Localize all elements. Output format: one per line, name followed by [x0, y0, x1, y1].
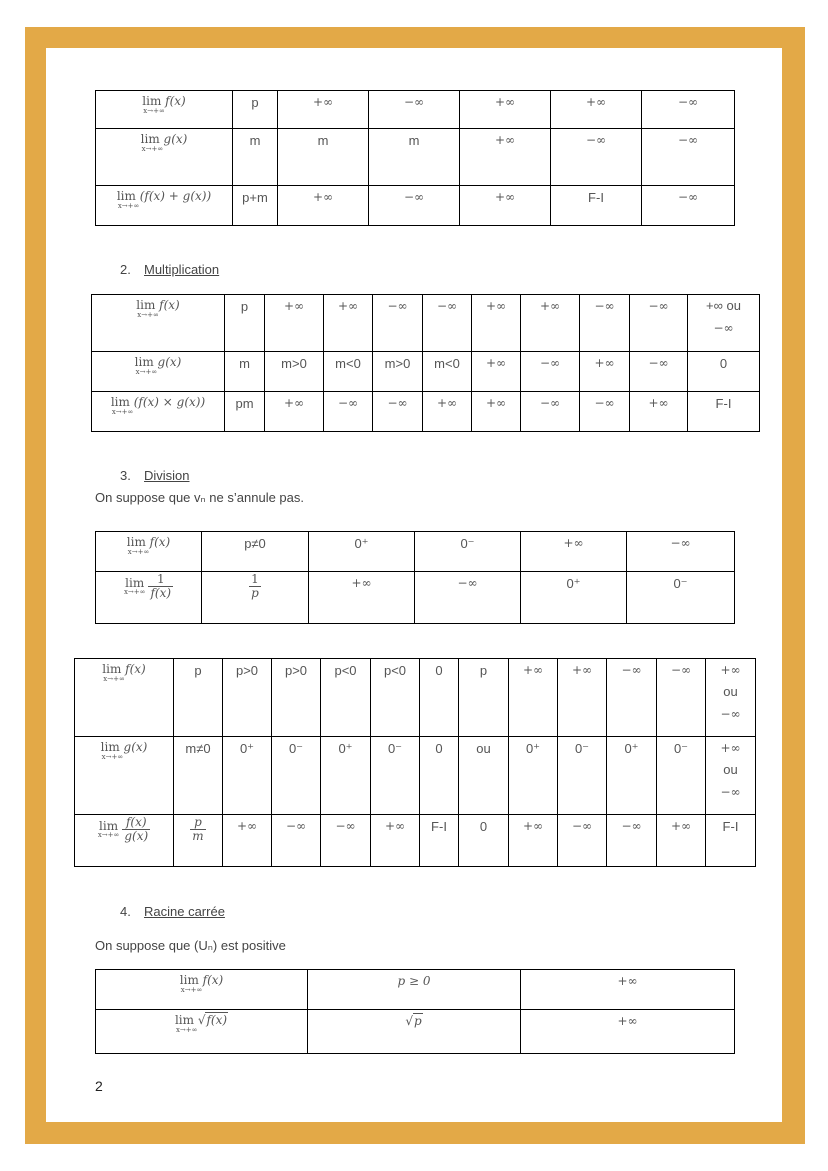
lim-inverse-label: lim x→+∞ $\frac{1}{f(x)}$	[96, 572, 202, 624]
cell: −∞	[642, 91, 735, 129]
cell-sqrt-p: √p	[308, 1010, 521, 1054]
section-number: 3.	[120, 468, 131, 483]
cell: +∞	[324, 295, 373, 352]
cell-line: +∞	[720, 663, 741, 677]
table-row	[75, 815, 756, 867]
cell-line: +∞ ou	[706, 298, 741, 313]
cell: −∞	[369, 186, 460, 226]
cell: −∞	[521, 352, 580, 392]
cell: 0⁺	[509, 737, 558, 815]
cell: +∞	[278, 91, 369, 129]
cell: F-I	[420, 815, 459, 867]
cell: −∞	[630, 352, 688, 392]
section-title: Multiplication	[144, 262, 220, 277]
cell: m	[225, 352, 265, 392]
lim-sqrt-label: lim √f(x) x→+∞	[96, 1010, 308, 1054]
cell: p	[174, 659, 223, 737]
cell: +∞	[460, 186, 551, 226]
cell: 0	[420, 737, 459, 815]
cell: −∞	[369, 91, 460, 129]
lim-quotient-label: lim x→+∞ $\frac{f(x)}{g(x)}$	[75, 815, 174, 867]
table-row	[96, 572, 735, 624]
lim-g-label: lim g(x) x→+∞	[75, 737, 174, 815]
cell: m	[278, 129, 369, 186]
lim-f-label: lim f(x) x→+∞	[92, 295, 225, 352]
cell: F-I	[706, 815, 756, 867]
cell: m<0	[423, 352, 472, 392]
cell: +∞	[509, 659, 558, 737]
table-row	[96, 129, 735, 186]
cell-p-over-m: $\frac{p}{m}$	[174, 815, 223, 867]
cell: −∞	[657, 659, 706, 737]
lim-product-label: lim (f(x) × g(x)) x→+∞	[92, 392, 225, 432]
lim-g-label: lim g(x) x→+∞	[92, 352, 225, 392]
cell: −∞	[630, 295, 688, 352]
table-inverse	[95, 531, 735, 624]
cell	[706, 737, 756, 815]
lim-sum-label: lim (f(x) + g(x)) x→+∞	[96, 186, 233, 226]
cell-line: ou	[723, 762, 738, 777]
cell: +∞	[460, 91, 551, 129]
table-row	[92, 352, 760, 392]
cell: −∞	[580, 295, 630, 352]
cell: 0	[459, 815, 509, 867]
table-row	[96, 532, 735, 572]
cell: +∞	[551, 91, 642, 129]
cell: pm	[225, 392, 265, 432]
cell: p≠0	[202, 532, 309, 572]
cell: −∞	[373, 392, 423, 432]
lim-f-label: lim f(x) x→+∞	[96, 970, 308, 1010]
cell: p<0	[371, 659, 420, 737]
cell: p>0	[272, 659, 321, 737]
cell: m>0	[265, 352, 324, 392]
cell: −∞	[642, 129, 735, 186]
cell-line: −∞	[720, 707, 741, 721]
cell-line: ou	[723, 684, 738, 699]
section-number: 2.	[120, 262, 131, 277]
cell: +∞	[472, 352, 521, 392]
lim-f-label: lim f(x) x→+∞	[96, 91, 233, 129]
cell-line: +∞	[720, 741, 741, 755]
table-row	[92, 295, 760, 352]
division-note: On suppose que vₙ ne s’annule pas.	[95, 490, 304, 505]
table-multiplication	[91, 294, 760, 432]
cell: 0	[420, 659, 459, 737]
cell: −∞	[607, 659, 657, 737]
section-heading-division	[120, 468, 190, 483]
cell: +∞	[265, 392, 324, 432]
cell: −∞	[324, 392, 373, 432]
cell: m<0	[324, 352, 373, 392]
cell-one-over-p: $\frac{1}{p}$	[202, 572, 309, 624]
table-row	[75, 737, 756, 815]
cell: +∞	[371, 815, 420, 867]
lim-f-label: lim f(x) x→+∞	[96, 532, 202, 572]
cell: −∞	[642, 186, 735, 226]
cell-line: −∞	[720, 785, 741, 799]
cell: F-I	[551, 186, 642, 226]
table-row	[96, 186, 735, 226]
cell-line: −∞	[713, 321, 734, 335]
cell: −∞	[272, 815, 321, 867]
cell: m	[233, 129, 278, 186]
cell: m>0	[373, 352, 423, 392]
cell: +∞	[472, 392, 521, 432]
table-addition	[95, 90, 735, 226]
cell: +∞	[309, 572, 415, 624]
cell: p>0	[223, 659, 272, 737]
cell: 0⁻	[657, 737, 706, 815]
cell: 0⁻	[371, 737, 420, 815]
cell: −∞	[607, 815, 657, 867]
cell: −∞	[415, 572, 521, 624]
cell: +∞	[509, 815, 558, 867]
cell: −∞	[373, 295, 423, 352]
table-row	[75, 659, 756, 737]
table-row	[96, 1010, 735, 1054]
cell: −∞	[627, 532, 735, 572]
cell: 0⁻	[415, 532, 521, 572]
cell: −∞	[551, 129, 642, 186]
cell: 0⁺	[321, 737, 371, 815]
cell: −∞	[558, 815, 607, 867]
cell: p	[233, 91, 278, 129]
cell: +∞	[460, 129, 551, 186]
section-title: Racine carrée	[144, 904, 225, 919]
cell: p<0	[321, 659, 371, 737]
cell	[688, 295, 760, 352]
table-row	[96, 91, 735, 129]
cell: 0⁺	[607, 737, 657, 815]
table-row	[96, 970, 735, 1010]
section-heading-multiplication	[120, 262, 219, 277]
cell: 0⁻	[272, 737, 321, 815]
cell: −∞	[521, 392, 580, 432]
section-title: Division	[144, 468, 190, 483]
cell: 0⁺	[309, 532, 415, 572]
section-heading-racine	[120, 904, 225, 919]
cell: −∞	[423, 295, 472, 352]
cell: p	[225, 295, 265, 352]
cell: 0⁻	[558, 737, 607, 815]
lim-f-label: lim f(x) x→+∞	[75, 659, 174, 737]
cell: +∞	[580, 352, 630, 392]
cell: p+m	[233, 186, 278, 226]
cell: +∞	[472, 295, 521, 352]
cell: 0⁻	[627, 572, 735, 624]
cell: F-I	[688, 392, 760, 432]
cell: m≠0	[174, 737, 223, 815]
cell: +∞	[521, 295, 580, 352]
cell: +∞	[521, 1010, 735, 1054]
cell: −∞	[321, 815, 371, 867]
cell: 0⁺	[223, 737, 272, 815]
cell: m	[369, 129, 460, 186]
cell: +∞	[558, 659, 607, 737]
cell: +∞	[223, 815, 272, 867]
cell: 0⁺	[521, 572, 627, 624]
section-number: 4.	[120, 904, 131, 919]
cell: +∞	[278, 186, 369, 226]
cell: 0	[688, 352, 760, 392]
cell: p	[459, 659, 509, 737]
table-sqrt	[95, 969, 735, 1054]
cell	[706, 659, 756, 737]
table-quotient	[74, 658, 756, 867]
lim-g-label: lim g(x) x→+∞	[96, 129, 233, 186]
cell: +∞	[630, 392, 688, 432]
cell: +∞	[521, 532, 627, 572]
cell: +∞	[265, 295, 324, 352]
cell: −∞	[580, 392, 630, 432]
table-row	[92, 392, 760, 432]
cell: ou	[459, 737, 509, 815]
cell: +∞	[521, 970, 735, 1010]
cell: +∞	[657, 815, 706, 867]
cell: p ≥ 0	[308, 970, 521, 1010]
racine-note: On suppose que (Uₙ) est positive	[95, 938, 286, 953]
page-number: 2	[95, 1078, 103, 1094]
cell: +∞	[423, 392, 472, 432]
